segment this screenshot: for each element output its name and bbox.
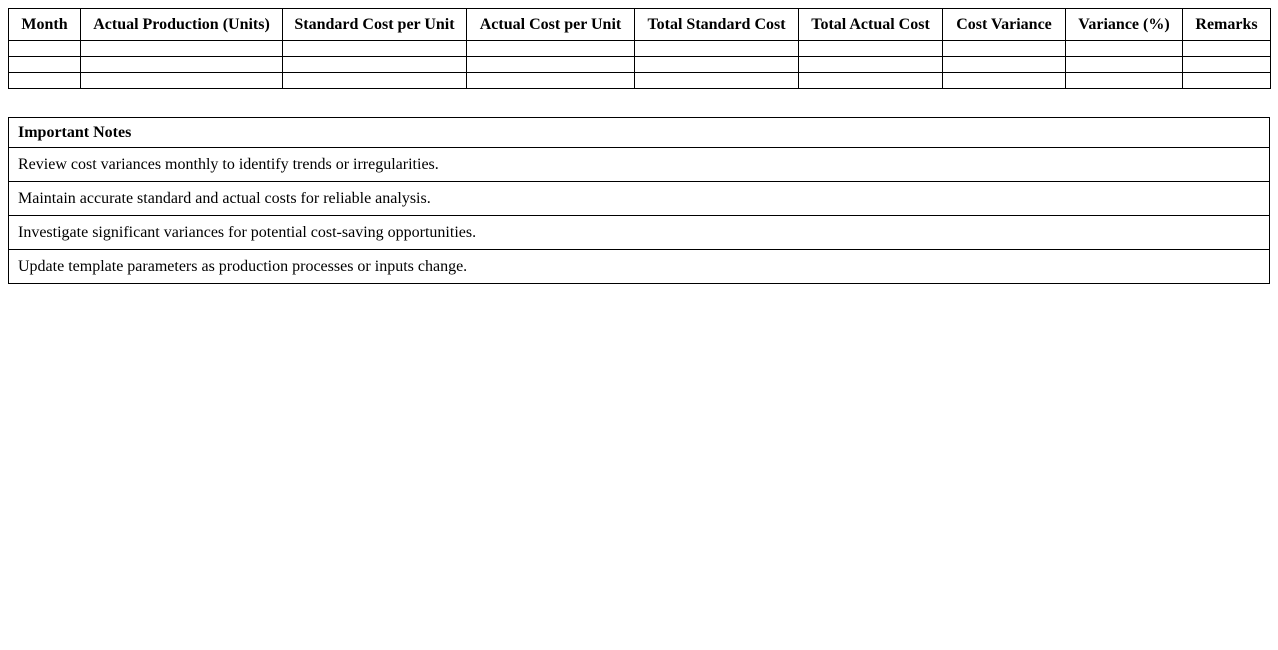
table-row: [9, 41, 1271, 57]
empty-cell[interactable]: [799, 57, 943, 73]
column-header-remarks: Remarks: [1183, 9, 1271, 41]
empty-cell[interactable]: [467, 41, 635, 57]
column-header-variance-percent: Variance (%): [1066, 9, 1183, 41]
empty-cell[interactable]: [283, 73, 467, 89]
column-header-month: Month: [9, 9, 81, 41]
empty-cell[interactable]: [9, 57, 81, 73]
empty-cell[interactable]: [1183, 73, 1271, 89]
column-header-actual-cost-per-unit: Actual Cost per Unit: [467, 9, 635, 41]
note-item: Update template parameters as production processes or inputs change.: [9, 250, 1270, 284]
cost-variance-table: [8, 8, 1271, 89]
empty-cell[interactable]: [1066, 73, 1183, 89]
empty-cell[interactable]: [467, 73, 635, 89]
empty-cell[interactable]: [635, 57, 799, 73]
column-header-cost-variance: Cost Variance: [943, 9, 1066, 41]
empty-cell[interactable]: [283, 57, 467, 73]
notes-title: Important Notes: [9, 118, 1270, 148]
important-notes-table: [8, 117, 1270, 284]
note-item: Review cost variances monthly to identify trends or irregularities.: [9, 148, 1270, 182]
empty-cell[interactable]: [943, 41, 1066, 57]
empty-cell[interactable]: [799, 41, 943, 57]
note-item: Investigate significant variances for potential cost-saving opportunities.: [9, 216, 1270, 250]
column-header-actual-production: Actual Production (Units): [81, 9, 283, 41]
empty-cell[interactable]: [9, 41, 81, 57]
column-header-standard-cost-per-unit: Standard Cost per Unit: [283, 9, 467, 41]
note-row: [9, 182, 1270, 216]
empty-cell[interactable]: [9, 73, 81, 89]
empty-cell[interactable]: [81, 73, 283, 89]
table-row: [9, 73, 1271, 89]
column-header-total-standard-cost: Total Standard Cost: [635, 9, 799, 41]
note-item: Maintain accurate standard and actual costs for reliable analysis.: [9, 182, 1270, 216]
header-row: [9, 9, 1271, 41]
note-row: [9, 250, 1270, 284]
empty-cell[interactable]: [1066, 41, 1183, 57]
empty-cell[interactable]: [1183, 57, 1271, 73]
empty-cell[interactable]: [943, 57, 1066, 73]
empty-cell[interactable]: [283, 41, 467, 57]
empty-cell[interactable]: [635, 41, 799, 57]
empty-cell[interactable]: [943, 73, 1066, 89]
empty-cell[interactable]: [467, 57, 635, 73]
table-row: [9, 57, 1271, 73]
column-header-total-actual-cost: Total Actual Cost: [799, 9, 943, 41]
notes-header-row: [9, 118, 1270, 148]
empty-cell[interactable]: [81, 41, 283, 57]
note-row: [9, 216, 1270, 250]
empty-cell[interactable]: [799, 73, 943, 89]
empty-cell[interactable]: [81, 57, 283, 73]
empty-cell[interactable]: [635, 73, 799, 89]
empty-cell[interactable]: [1066, 57, 1183, 73]
empty-cell[interactable]: [1183, 41, 1271, 57]
note-row: [9, 148, 1270, 182]
